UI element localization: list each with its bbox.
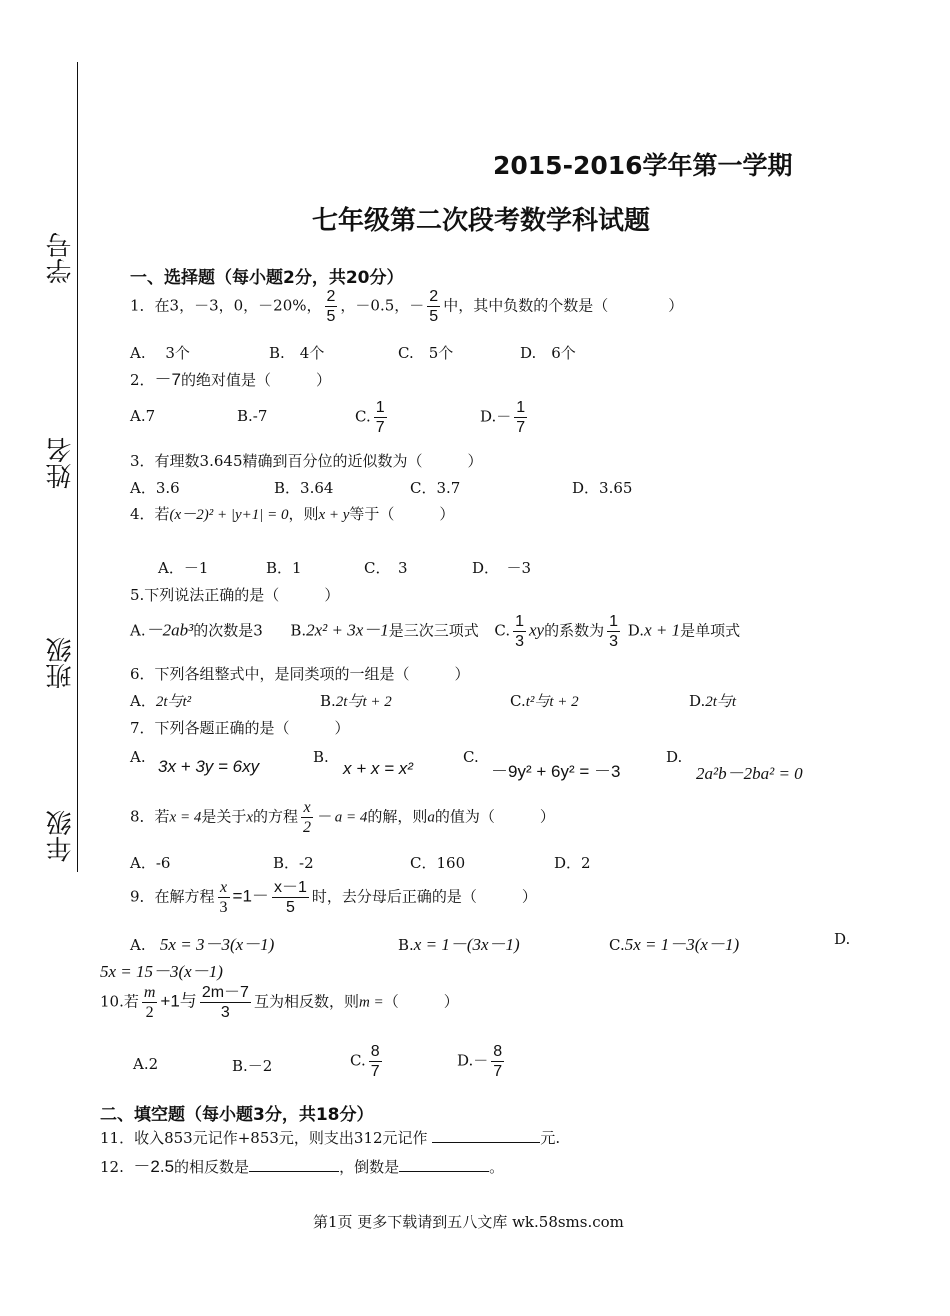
q8-option-b: B．-2 [273,854,314,872]
q7-option-d-label: D. [666,748,683,766]
q5-options: A.－2ab³的次数是3 B.2x² + 3x－1是三次三项式 C. $\frac{1}{3}$ xy的系数为 $\frac{1}{3}$ D.x + 1是单项式 [130,613,741,650]
student-number-label: 学号 [46,232,76,284]
q9-option-d-label: D. [834,930,851,948]
q2-option-a: A.7 [130,407,156,425]
q3-option-a: A．3.6 [130,479,180,497]
q2-expr: －7 [154,370,182,389]
q2-c-frac: $\frac{1}{7}$ [375,399,385,436]
q1-pre: 1．在3，－3，0，－20%， [130,296,322,315]
q10-c-frac: $\frac{8}{7}$ [370,1043,380,1080]
q10-frac1: $\frac{m}{2}$ [143,984,156,1021]
q8-frac: $\frac{x}{2}$ [303,799,312,836]
question-3: 3．有理数3.645精确到百分位的近似数为（ ） [130,452,483,470]
q9-option-a: A. 5x = 3－3(x－1) [130,935,275,954]
title-line1: 2015-2016学年第一学期 [493,151,793,180]
question-9: 9．在解方程 $\frac{x}{3}$ =1－ $\frac{x-1}{5}$ 时，去分母后正确的是（ ） [130,879,537,916]
q9-option-d-expr: 5x = 15－3(x－1) [100,962,223,981]
question-5: 5.下列说法正确的是（ ） [130,586,340,604]
section1-heading: 一、选择题（每小题2分，共20分） [130,268,404,288]
q10-option-a: A.2 [133,1055,159,1073]
q12-reciprocal-blank[interactable] [399,1157,489,1172]
q7-option-b-expr: x + x = x² [343,759,413,778]
q3-option-b: B．3.64 [274,479,334,497]
question-10: 10.若 $\frac{m}{2}$ +1与 $\frac{2m-7}{3}$ 互为相反数，则m =（ ） [100,984,459,1021]
q5-d-expr: x + 1 [644,620,681,640]
question-8: 8．若x = 4是关于x的方程 $\frac{x}{2}$ － a = 4的解，则a的值为（ ） [130,799,555,836]
q9-option-b: B.x = 1－(3x－1) [398,935,520,954]
q4-option-c: C． 3 [364,559,408,577]
q1-option-b: B. 4个 [269,344,325,362]
section2-heading: 二、填空题（每小题3分，共18分） [100,1105,374,1125]
q8-option-a: A．-6 [130,854,171,872]
question-6: 6．下列各组整式中，是同类项的一组是（ ） [130,665,470,683]
q2-option-c: C. $\frac{1}{7}$ [355,399,385,436]
q1-post: 中，其中负数的个数是（ ） [443,296,684,315]
q6-option-b: B.2t与t + 2 [320,692,392,710]
q4-option-d: D． －3 [472,559,532,577]
q11-answer-blank[interactable] [432,1128,540,1143]
grade-label: 年级 [46,810,76,862]
q6-option-d: D.2t与t [689,692,737,710]
q10-option-d: D.－ $\frac{8}{7}$ [457,1043,503,1080]
q9-option-c: C.5x = 1－3(x－1) [609,935,740,954]
q2-d-frac: $\frac{1}{7}$ [516,399,526,436]
q7-option-a-expr: 3x + 3y = 6xy [158,757,260,776]
q1-frac1: $\frac{2}{5}$ [326,288,336,325]
q5-a-expr: －2ab³ [145,620,194,640]
q2-option-b: B.-7 [237,407,268,425]
q12-opposite-blank[interactable] [249,1157,339,1172]
q2-post: 的绝对值是（ ） [181,371,332,389]
q1-option-d: D. 6个 [520,344,576,362]
q7-option-c-label: C. [463,748,479,766]
q4-expr: (x－2)² + |y+1| = 0 [169,507,289,523]
question-2 [130,365,331,390]
q8-option-c: C．160 [410,854,466,872]
q6-option-c: C.t²与t + 2 [510,692,579,710]
q10-option-c: C. $\frac{8}{7}$ [350,1043,380,1080]
question-1 [130,287,683,326]
q7-option-b-label: B. [313,748,329,766]
q7-option-c-expr: －9y² + 6y² = －3 [491,762,621,781]
q5-b-expr: 2x² + 3x－1 [306,620,389,640]
title-line2: 七年级第二次段考数学科试题 [312,206,651,236]
q1-frac2: $\frac{2}{5}$ [429,288,439,325]
q8-option-d: D．2 [554,854,591,872]
question-11: 11．收入853元记作+853元，则支出312元记作 元. [100,1129,561,1147]
q5-c-frac: $\frac{1}{3}$ [515,613,524,650]
class-label: 班级 [46,637,76,689]
q1-option-c: C. 5个 [398,344,454,362]
question-7: 7．下列各题正确的是（ ） [130,719,350,737]
q10-d-frac: $\frac{8}{7}$ [493,1043,503,1080]
q6-option-a: A．2t与t² [130,692,192,710]
q2-pre: 2． [130,371,155,389]
q10-option-b: B.－2 [232,1057,273,1075]
q1-option-a: A. 3个 [130,344,190,362]
question-12: 12. －2.5的相反数是 ，倒数是 。 [100,1157,505,1176]
page-footer: 第1页 更多下载请到五八文库 wk.58sms.com [313,1213,624,1231]
q4-option-a: A．－1 [158,559,209,577]
q3-option-c: C．3.7 [410,479,461,497]
q1-mid: ，－0.5，－ [340,296,425,315]
q7-option-d-expr: 2a²b－2ba² = 0 [696,764,803,783]
q4-option-b: B．1 [266,559,302,577]
q5-c-expr: xy [529,620,545,640]
q9-frac1: $\frac{x}{3}$ [219,879,228,916]
q9-frac2: $\frac{x-1}{5}$ [273,879,307,916]
q10-frac2: $\frac{2m-7}{3}$ [201,984,249,1021]
q4-expr2: x + y [318,507,350,523]
q2-option-d: D.－ $\frac{1}{7}$ [480,399,526,436]
q5-c-frac2: $\frac{1}{3}$ [609,613,619,650]
q3-option-d: D．3.65 [572,479,633,497]
q7-option-a-label: A. [130,748,146,766]
name-label: 姓名 [46,437,76,489]
question-4: 4．若(x－2)² + |y+1| = 0，则x + y等于（ ） [130,505,455,523]
